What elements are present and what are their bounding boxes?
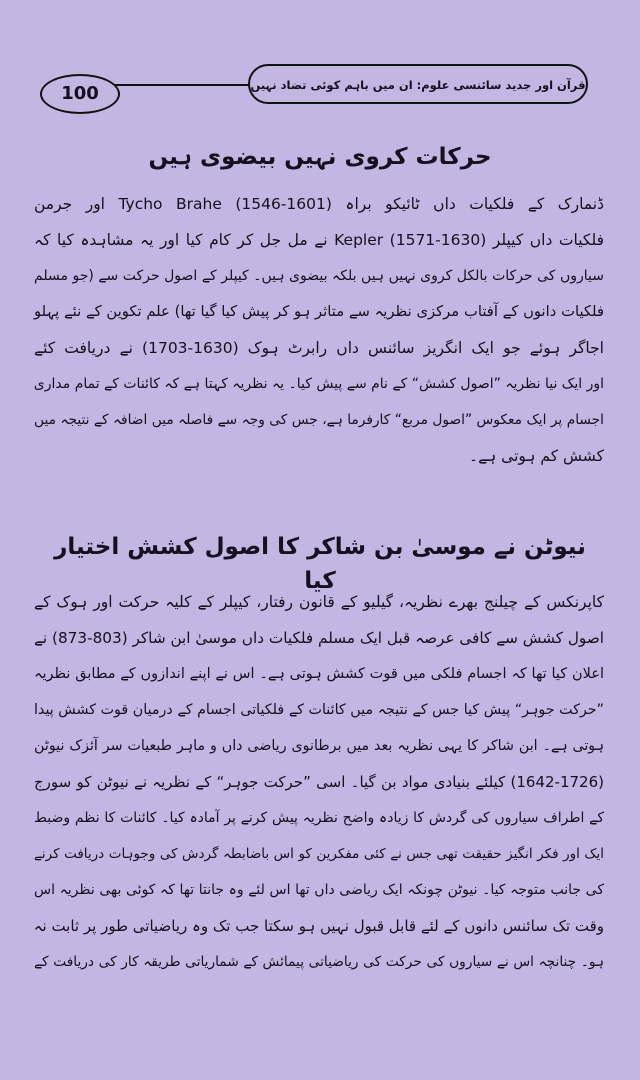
paragraph-line: کاپرنکس کے چیلنج بھرے نظریہ، گیلیو کے قانون رفتار، کیپلر کے کلیہ حرکت اور ہوک کے: [34, 593, 604, 611]
paragraph-line: ”حرکت جوہر“ پیش کیا جس کے نتیجہ میں کائنات کے فلکیاتی اجسام کے درمیان قوت کشش پیدا: [34, 702, 604, 718]
paragraph-line: اور ایک نیا نظریہ ”اصول کشش“ کے نام سے پیش کیا۔ یہ نظریہ کہتا ہے کہ کائنات کے تمام مداری: [33, 376, 604, 392]
paragraph-line: اجاگر ہوئے جو ایک انگریز سائنس داں رابرٹ ہوک (1630-1703) نے دریافت کئے: [34, 339, 604, 357]
paragraph-line: کی جانب متوجہ کیا۔ نیوٹن چونکہ ایک ریاضی داں تھا اس لئے وہ جانتا تھا کہ کوئی بھی نظریہ اس: [34, 882, 604, 898]
paragraph-line: اجسام پر ایک معکوس ”اصول مربع“ کارفرما ہے، جس کی وجہ سے فاصلہ میں اضافہ کے نتیجہ میں: [34, 412, 604, 428]
paragraph-line: وقت تک سائنس دانوں کے لئے قابل قبول نہیں ہو سکتا جب تک وہ ریاضیاتی طور پر ثابت نہ: [33, 917, 604, 935]
page-number: 100: [40, 74, 120, 114]
paragraph-line: ایک اور فکر انگیز حقیقت تھی جس نے کئی مفکرین کو اس باضابطہ گردش کی وجوہات دریافت کرنے: [34, 846, 604, 862]
section-heading-1: حرکات کروی نہیں بیضوی ہیں: [148, 144, 492, 170]
page-header: [40, 62, 590, 124]
running-title: قرآن اور جدید سائنسی علوم: ان میں باہم کوئی تضاد نہیں: [248, 64, 588, 104]
paragraph-line: ہوتی ہے۔ ابن شاکر کا یہی نظریہ بعد میں برطانوی ریاضی داں و ماہر طبعیات سر آئزک نیوٹن: [34, 738, 604, 754]
paragraph-line: فلکیات داں کیپلر Kepler (1571-1630) نے مل جل کر کام کیا اور یہ مشاہدہ کیا کہ: [34, 231, 604, 249]
header-rule: [110, 84, 250, 86]
paragraph-line: سیاروں کی حرکات بالکل کروی نہیں ہیں بلکہ بیضوی ہیں۔ کیپلر کے اصول حرکت سے (جو مسلم: [34, 268, 604, 284]
paragraph-line: کشش کم ہوتی ہے۔: [468, 447, 604, 465]
paragraph-line: (1642-1726) کیلئے بنیادی مواد بن گیا۔ اسی ”حرکت جوہر“ کے نظریہ نے نیوٹن کو سورج: [34, 773, 604, 791]
paragraph-line: اعلان کیا تھا کہ اجسام فلکی میں قوت کشش ہوتی ہے۔ اس نے اپنے اندازوں کے مطابق نظریہ: [34, 666, 604, 682]
paragraph-line: فلکیات دانوں کے آفتاب مرکزی نظریہ سے متاثر ہو کر پیش کیا گیا تھا) علم تکوین کے نئے پہلو: [34, 303, 604, 320]
paragraph-line: اصول کشش سے کافی عرصہ قبل ایک مسلم فلکیات داں موسیٰ ابن شاکر (803-873) نے: [33, 629, 604, 647]
section-heading-2: نیوٹن نے موسیٰ بن شاکر کا اصول کشش اختیار کیا: [54, 534, 586, 594]
paragraph-line: ہو۔ چنانچہ اس نے سیاروں کی حرکت کی ریاضیاتی پیمائش کے شماریاتی طریقہ کار کی دریافت کے: [34, 954, 604, 970]
paragraph-line: ڈنمارک کے فلکیات داں ٹائیکو براہ Tycho Brahe (1546-1601) اور جرمن: [34, 195, 604, 213]
paragraph-line: کے اطراف سیاروں کی گردش کا زیادہ واضح نظریہ پیش کرنے پر آمادہ کیا۔ کائنات کا نظم وضبط: [34, 810, 604, 826]
